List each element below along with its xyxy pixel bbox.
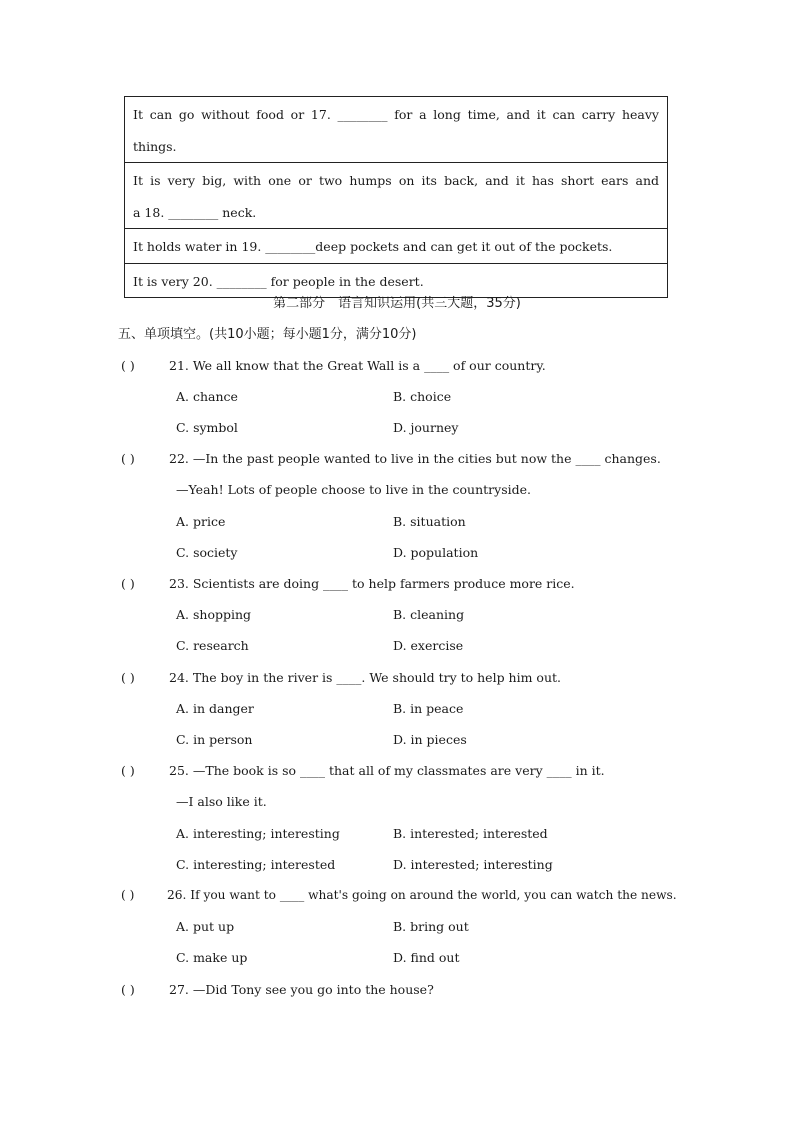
question-25 bbox=[121, 763, 605, 778]
question-stem: 24. The boy in the river is ____. We should try to help him out. bbox=[169, 670, 561, 685]
option-d: D. population bbox=[393, 545, 479, 560]
question-stem: 23. Scientists are doing ____ to help farmers produce more rice. bbox=[169, 576, 575, 591]
option-c: C. make up bbox=[176, 950, 248, 965]
option-a: A. shopping bbox=[176, 607, 252, 622]
table-row bbox=[125, 163, 667, 229]
option-b: B. bring out bbox=[393, 919, 469, 934]
question-22 bbox=[121, 451, 661, 466]
table-row-text: a 18. ________ neck. bbox=[133, 204, 257, 220]
table-row-text: It can go without food or 17. ________ for a long time, and it can carry heavy bbox=[133, 107, 659, 122]
answer-bracket[interactable]: ( ) bbox=[121, 576, 135, 591]
option-d: D. interested; interesting bbox=[393, 857, 553, 872]
question-24 bbox=[121, 670, 561, 685]
question-27 bbox=[121, 982, 434, 997]
table-row-text: It holds water in 19. ________deep pockets and can get it out of the pockets. bbox=[133, 239, 613, 254]
answer-bracket[interactable]: ( ) bbox=[121, 358, 135, 373]
question-23 bbox=[121, 576, 575, 591]
option-c: C. society bbox=[176, 545, 238, 560]
table-row-text: It is very 20. ________ for people in the desert. bbox=[133, 273, 424, 289]
dialogue-reply: —Yeah! Lots of people choose to live in the countryside. bbox=[176, 482, 531, 497]
question-26 bbox=[121, 888, 677, 902]
word-clue-table bbox=[124, 96, 668, 298]
answer-bracket[interactable]: ( ) bbox=[121, 982, 135, 997]
option-d: D. in pieces bbox=[393, 732, 467, 747]
answer-bracket[interactable]: ( ) bbox=[121, 888, 135, 902]
table-row-text: things. bbox=[133, 138, 177, 154]
option-a: A. chance bbox=[176, 389, 238, 404]
question-stem: 21. We all know that the Great Wall is a ____ of our country. bbox=[169, 358, 546, 373]
option-c: C. interesting; interested bbox=[176, 857, 336, 872]
option-d: D. find out bbox=[393, 950, 460, 965]
question-stem: 22. —In the past people wanted to live in the cities but now the ____ changes. bbox=[169, 451, 661, 466]
option-d: D. journey bbox=[393, 420, 459, 435]
answer-bracket[interactable]: ( ) bbox=[121, 763, 135, 778]
option-a: A. interesting; interesting bbox=[176, 826, 340, 841]
question-stem: 26. If you want to ____ what's going on around the world, you can watch the news. bbox=[167, 888, 677, 902]
question-stem: 25. —The book is so ____ that all of my classmates are very ____ in it. bbox=[169, 763, 605, 778]
option-b: B. interested; interested bbox=[393, 826, 548, 841]
answer-bracket[interactable]: ( ) bbox=[121, 670, 135, 685]
part-title: 五、单项填空。(共10小题；每小题1分，满分10分) bbox=[118, 327, 417, 342]
option-b: B. cleaning bbox=[393, 607, 465, 622]
section-title: 第二部分 语言知识运用(共三大题，35分) bbox=[273, 296, 521, 311]
answer-bracket[interactable]: ( ) bbox=[121, 451, 135, 466]
option-c: C. symbol bbox=[176, 420, 238, 435]
option-a: A. in danger bbox=[176, 701, 254, 716]
option-d: D. exercise bbox=[393, 638, 464, 653]
option-c: C. in person bbox=[176, 732, 253, 747]
question-21 bbox=[121, 358, 546, 373]
option-a: A. put up bbox=[176, 919, 235, 934]
table-row-text: It is very big, with one or two humps on its back, and it has short ears and bbox=[133, 173, 659, 188]
option-b: B. situation bbox=[393, 514, 466, 529]
option-b: B. choice bbox=[393, 389, 452, 404]
table-row bbox=[125, 229, 667, 264]
question-stem: 27. —Did Tony see you go into the house? bbox=[169, 982, 434, 997]
option-a: A. price bbox=[176, 514, 226, 529]
option-b: B. in peace bbox=[393, 701, 464, 716]
option-c: C. research bbox=[176, 638, 249, 653]
table-row bbox=[125, 97, 667, 163]
dialogue-reply: —I also like it. bbox=[176, 794, 267, 809]
